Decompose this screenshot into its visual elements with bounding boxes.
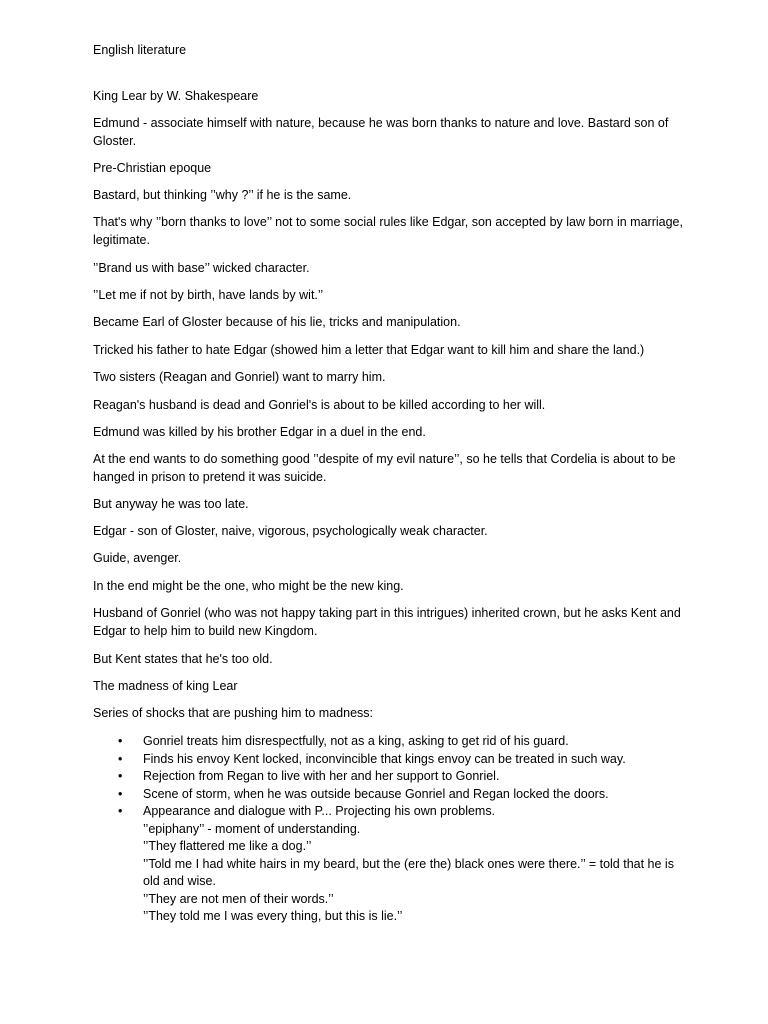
paragraph-reagan-husband: Reagan's husband is dead and Gonriel's is about to be killed according to her will. bbox=[93, 398, 546, 412]
subline-white-hairs: ’’Told me I had white hairs in my beard, but the (ere the) black ones were there.’’ = told that he is old and wise. bbox=[143, 856, 674, 888]
list-item-text: Finds his envoy Kent locked, inconvincible that kings envoy can be treated in such way. bbox=[143, 751, 626, 766]
paragraph-series-shocks: Series of shocks that are pushing him to madness: bbox=[93, 706, 374, 720]
paragraph-brand: ’’Brand us with base’’ wicked character. bbox=[93, 261, 310, 275]
list-item-sublines bbox=[143, 821, 693, 926]
document-header: English literature bbox=[93, 43, 187, 57]
paragraph-born-love: That's why ’’born thanks to love’’ not to some social rules like Edgar, son accepted by law born in marriage, legitimate. bbox=[93, 215, 683, 247]
paragraph-epoque: Pre-Christian epoque bbox=[93, 161, 212, 175]
paragraph-sisters: Two sisters (Reagan and Gonriel) want to marry him. bbox=[93, 370, 386, 384]
paragraph-tricked: Tricked his father to hate Edgar (showed him a letter that Edgar want to kill him and share the land.) bbox=[93, 343, 645, 357]
paragraph-bastard: Bastard, but thinking ’’why ?’’ if he is the same. bbox=[93, 188, 352, 202]
paragraph-edmund-killed: Edmund was killed by his brother Edgar in a duel in the end. bbox=[93, 425, 426, 439]
list-item-text: Scene of storm, when he was outside because Gonriel and Regan locked the doors. bbox=[143, 786, 609, 801]
subline-epiphany: ’’epiphany’’ - moment of understanding. bbox=[143, 821, 361, 836]
list-item-text: Rejection from Regan to live with her and her support to Gonriel. bbox=[143, 769, 500, 783]
list-item bbox=[93, 803, 693, 926]
subline-flattered: ’’They flattered me like a dog.’’ bbox=[143, 839, 312, 853]
paragraph-madness-heading: The madness of king Lear bbox=[93, 679, 238, 693]
paragraph-guide: Guide, avenger. bbox=[93, 551, 182, 565]
subline-every-thing: ’’They told me I was every thing, but this is lie.’’ bbox=[143, 909, 403, 923]
list-item bbox=[93, 751, 693, 769]
bullet-icon: • bbox=[118, 751, 123, 766]
list-item bbox=[93, 786, 693, 804]
subline-not-men: ’’They are not men of their words.’’ bbox=[143, 891, 334, 906]
list-item-text: Appearance and dialogue with P... Projecting his own problems. bbox=[143, 804, 496, 818]
bullet-icon: • bbox=[118, 786, 123, 801]
list-item bbox=[93, 733, 693, 751]
paragraph-title: King Lear by W. Shakespeare bbox=[93, 89, 259, 103]
bullet-icon: • bbox=[118, 769, 123, 783]
bullet-icon: • bbox=[118, 734, 123, 748]
bullet-icon: • bbox=[118, 804, 123, 818]
paragraph-lands: ’’Let me if not by birth, have lands by wit.’’ bbox=[93, 288, 324, 302]
paragraph-at-the-end: At the end wants to do something good ’’despite of my evil nature’’, so he tells that Cordelia is about to be hanged in prison to pretend it was suicide. bbox=[93, 452, 676, 484]
paragraph-kent-old: But Kent states that he's too old. bbox=[93, 652, 273, 666]
paragraph-edmund-intro: Edmund - associate himself with nature, because he was born thanks to nature and love. Bastard son of Gloster. bbox=[93, 116, 669, 148]
shocks-list bbox=[93, 733, 693, 926]
paragraph-husband-gonriel: Husband of Gonriel (who was not happy taking part in this intrigues) inherited crown, but he asks Kent and Edgar to help him to build new Kingdom. bbox=[93, 606, 681, 638]
paragraph-edgar: Edgar - son of Gloster, naive, vigorous, psychologically weak character. bbox=[93, 524, 488, 538]
list-item-text: Gonriel treats him disrespectfully, not as a king, asking to get rid of his guard. bbox=[143, 734, 569, 748]
paragraph-new-king: In the end might be the one, who might be the new king. bbox=[93, 579, 404, 593]
paragraph-too-late: But anyway he was too late. bbox=[93, 497, 249, 511]
list-item bbox=[93, 768, 693, 786]
paragraph-earl: Became Earl of Gloster because of his lie, tricks and manipulation. bbox=[93, 315, 461, 329]
